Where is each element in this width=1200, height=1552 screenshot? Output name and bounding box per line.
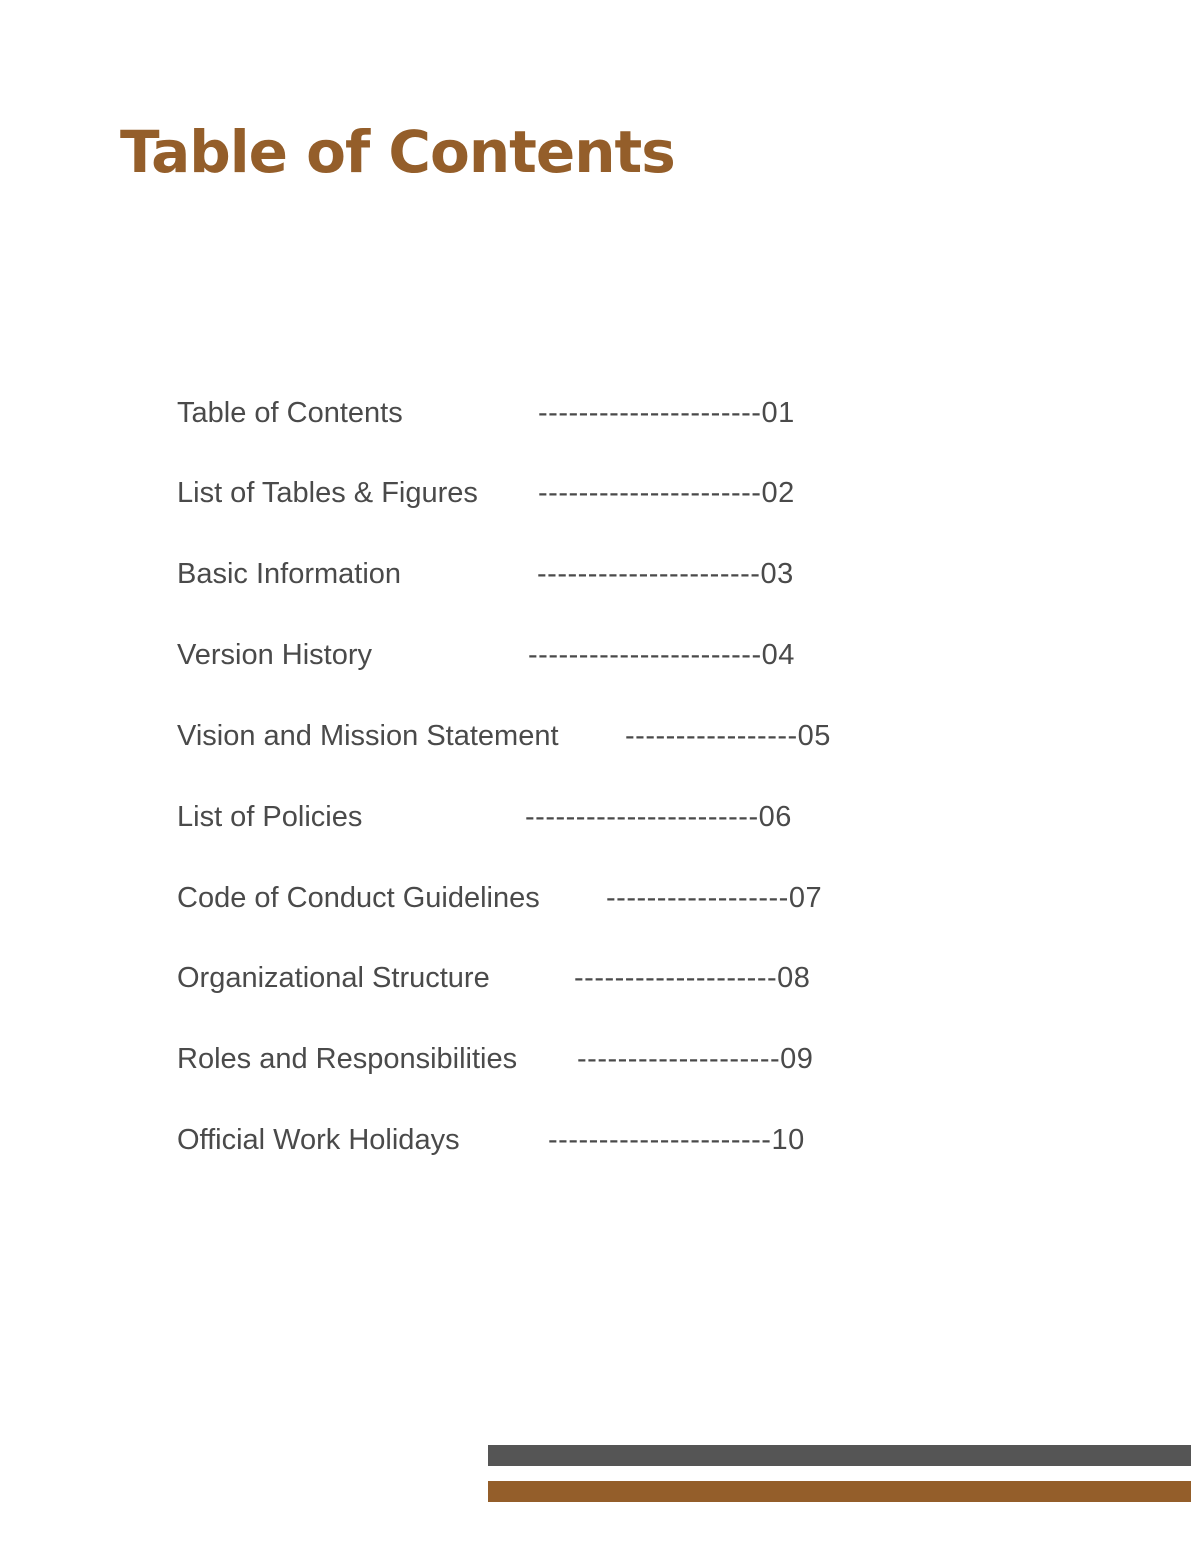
decorative-stripe-dark xyxy=(488,1445,1191,1466)
toc-entry[interactable] xyxy=(0,797,1200,837)
toc-entry[interactable] xyxy=(0,958,1200,998)
toc-entry-page-leader: -----------------------04 xyxy=(528,639,795,671)
toc-entry-label: Organizational Structure xyxy=(177,962,490,994)
toc-entry-label: Official Work Holidays xyxy=(177,1124,460,1156)
toc-entry-label: Vision and Mission Statement xyxy=(177,720,559,752)
toc-entry-page-leader: ----------------------02 xyxy=(538,477,795,509)
toc-entry-page-leader: ----------------------10 xyxy=(548,1124,805,1156)
toc-entry[interactable] xyxy=(0,1120,1200,1160)
toc-entry[interactable] xyxy=(0,878,1200,918)
toc-entry[interactable] xyxy=(0,554,1200,594)
toc-entry[interactable] xyxy=(0,473,1200,513)
toc-entry-page-leader: -----------------------06 xyxy=(525,801,792,833)
toc-entry-page-leader: ------------------07 xyxy=(606,882,823,914)
toc-entry-page-leader: -----------------05 xyxy=(625,720,831,752)
toc-entry[interactable] xyxy=(0,716,1200,756)
toc-entry-page-leader: ----------------------01 xyxy=(538,397,795,429)
toc-entry-label: List of Policies xyxy=(177,801,363,833)
toc-entry-label: Roles and Responsibilities xyxy=(177,1043,518,1075)
toc-entry-label: Table of Contents xyxy=(177,397,403,429)
toc-entry-label: List of Tables & Figures xyxy=(177,477,478,509)
toc-entry-label: Code of Conduct Guidelines xyxy=(177,882,540,914)
toc-entry[interactable] xyxy=(0,393,1200,433)
toc-entry-page-leader: --------------------09 xyxy=(577,1043,814,1075)
toc-entry-page-leader: --------------------08 xyxy=(574,962,811,994)
toc-entry-label: Basic Information xyxy=(177,558,402,590)
toc-entry-page-leader: ----------------------03 xyxy=(537,558,794,590)
page-title: Table of Contents xyxy=(120,118,675,186)
decorative-stripe-brown xyxy=(488,1481,1191,1502)
toc-entry-label: Version History xyxy=(177,639,373,671)
toc-entry[interactable] xyxy=(0,635,1200,675)
toc-entry[interactable] xyxy=(0,1039,1200,1079)
